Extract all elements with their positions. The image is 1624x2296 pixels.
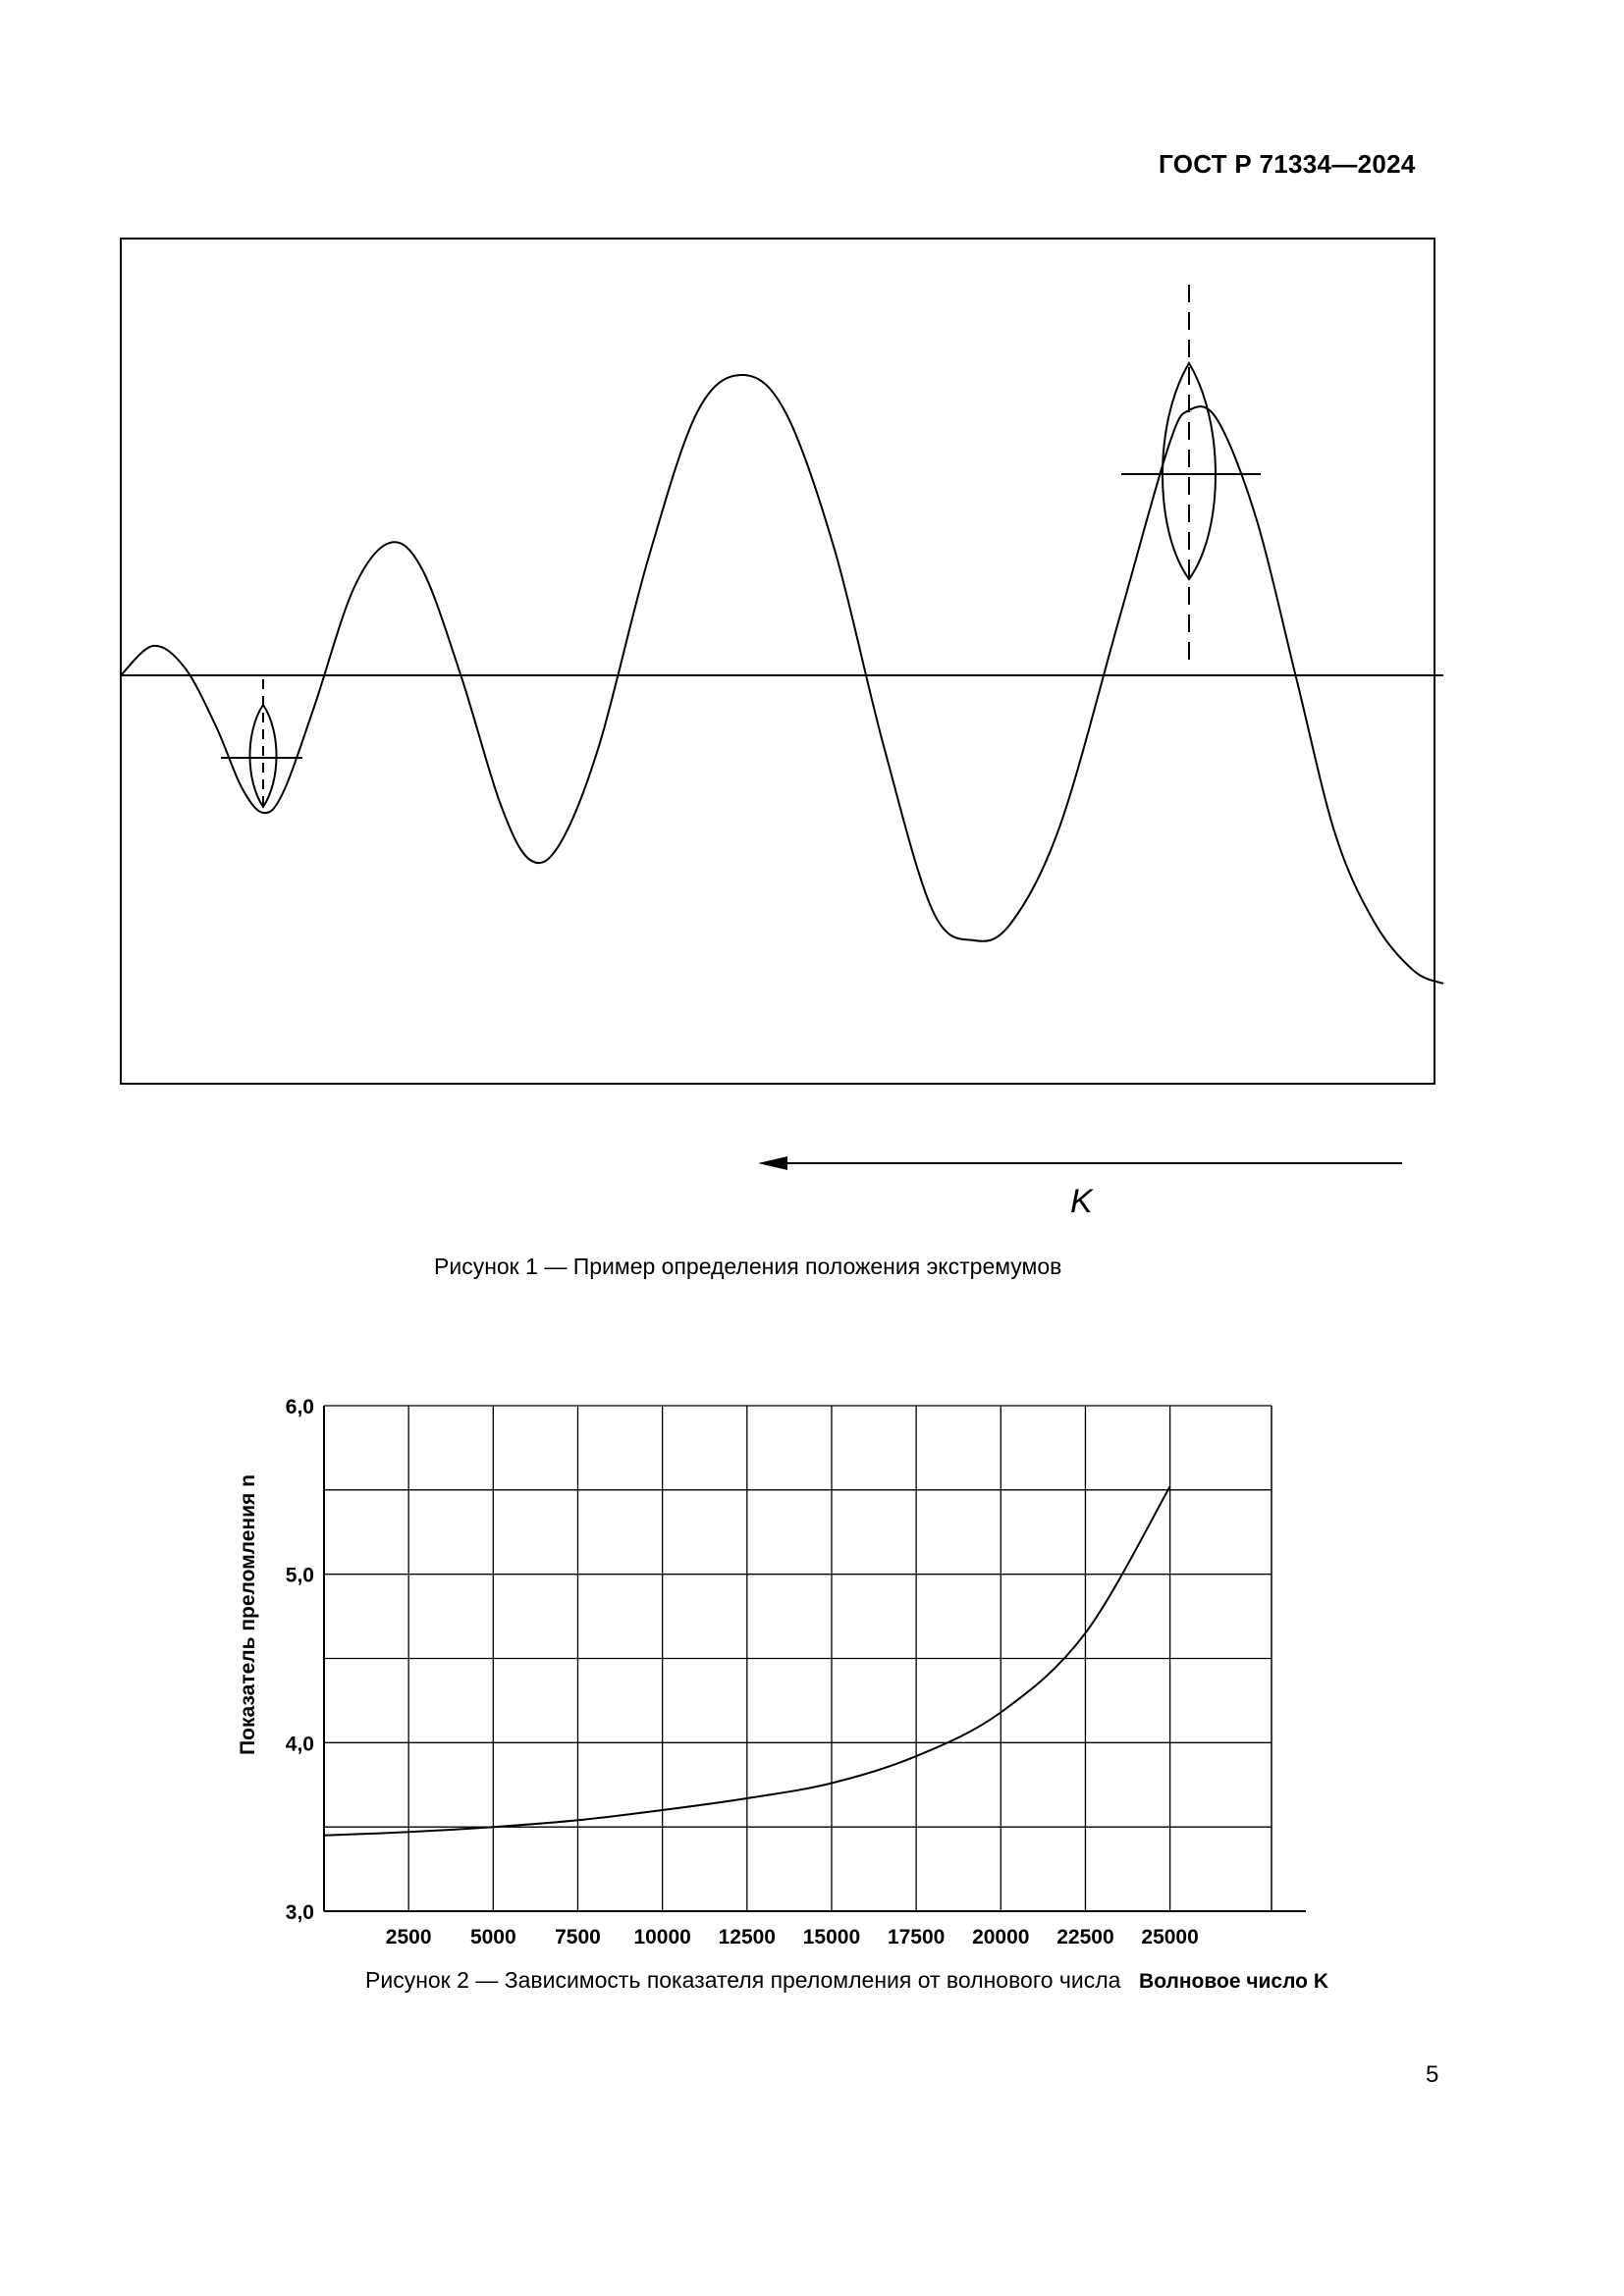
- figure-2-caption: Рисунок 2 — Зависимость показателя преломления от волнового числа: [365, 1967, 1121, 1993]
- x-tick-label: 25000: [1141, 1926, 1199, 1949]
- x-tick-label: 10000: [633, 1926, 691, 1949]
- y-tick-label: 3,0: [285, 1901, 314, 1924]
- wavenumber-direction-arrow: [746, 1148, 1404, 1178]
- maximum-marker: [1121, 285, 1261, 666]
- y-axis-label: Показатель преломления n: [237, 1474, 259, 1755]
- chart-grid: [324, 1406, 1306, 1911]
- document-header-standard: ГОСТ Р 71334—2024: [1159, 149, 1416, 179]
- figure-1-extrema-plot: [118, 236, 1453, 1090]
- wavenumber-symbol-label: K: [1070, 1183, 1093, 1220]
- figure-1-caption: Рисунок 1 — Пример определения положения экстремумов: [434, 1254, 1062, 1279]
- page-number: 5: [1426, 2061, 1439, 2088]
- y-tick-label: 6,0: [285, 1396, 314, 1418]
- figure-2-refractive-index-chart: [226, 1360, 1345, 2007]
- x-tick-label: 15000: [802, 1926, 861, 1949]
- minimum-marker: [221, 679, 302, 813]
- x-tick-label: 22500: [1056, 1926, 1114, 1949]
- x-tick-label: 7500: [555, 1926, 601, 1949]
- x-tick-label: 12500: [718, 1926, 777, 1949]
- chart-tick-labels: [286, 1396, 1199, 1949]
- y-tick-label: 4,0: [285, 1733, 314, 1756]
- x-tick-label: 17500: [887, 1926, 946, 1949]
- x-axis-label: Волновое число K: [1139, 1970, 1328, 1993]
- figure-1-frame: [121, 239, 1435, 1084]
- y-tick-label: 5,0: [285, 1564, 314, 1587]
- x-tick-label: 5000: [469, 1926, 516, 1949]
- x-tick-label: 2500: [385, 1926, 432, 1949]
- x-tick-label: 20000: [972, 1926, 1030, 1949]
- figure-1-oscillation-curve: [121, 375, 1443, 984]
